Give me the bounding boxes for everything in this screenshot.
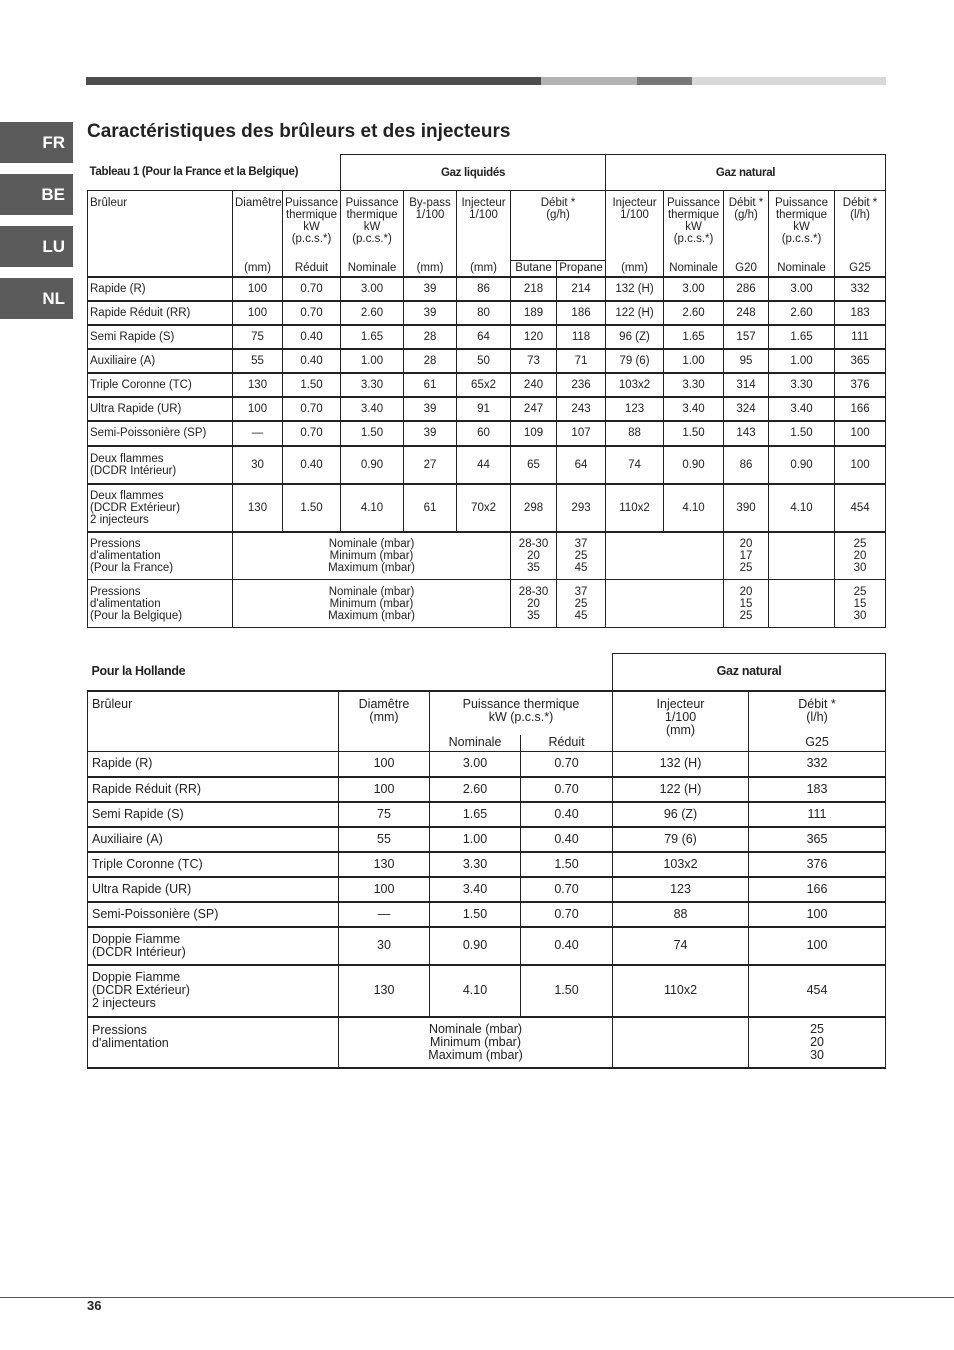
unit-g25: G25 [835, 261, 886, 277]
table1-cell: 2.60 [341, 301, 404, 325]
language-tabs [0, 122, 73, 330]
hdr-bypass: By-pass 1/100 [404, 191, 457, 261]
t2-hdr-diameter: Diamêtre (mm) [339, 691, 430, 752]
table1-cell: 39 [404, 301, 457, 325]
table1-cell: 0.70 [283, 301, 341, 325]
table1-cell: 314 [724, 373, 769, 397]
table1-cell: 79 (6) [606, 349, 664, 373]
pressure-g20: 20 15 25 [724, 580, 769, 628]
burner-name: Auxiliaire (A) [88, 827, 339, 852]
table1-cell: 111 [835, 325, 886, 349]
table1-cell: 0.90 [664, 446, 724, 484]
table1-cell: 454 [835, 484, 886, 532]
table1-cell: 3.00 [341, 277, 404, 301]
table2-cell: 3.40 [430, 877, 521, 902]
burner-name: Doppie Fiamme (DCDR Extérieur) 2 injecteurs [88, 965, 339, 1017]
burner-name: Ultra Rapide (UR) [88, 877, 339, 902]
unit-diameter: (mm) [233, 261, 283, 277]
table2-cell: 110x2 [613, 965, 749, 1017]
table2-cell: 454 [749, 965, 886, 1017]
table1-cell: 103x2 [606, 373, 664, 397]
table1-cell: 100 [233, 397, 283, 421]
table2-cell: 111 [749, 802, 886, 827]
table1-cell: 332 [835, 277, 886, 301]
table1-cell: 243 [557, 397, 606, 421]
table1-cell: 293 [557, 484, 606, 532]
table1-row [88, 397, 886, 421]
unit-bypass: (mm) [404, 261, 457, 277]
table1-cell: 27 [404, 446, 457, 484]
table1-cell: 1.65 [769, 325, 835, 349]
table1-cell: 73 [511, 349, 557, 373]
burner-name: Rapide (R) [88, 277, 233, 301]
table2-cell: 88 [613, 902, 749, 927]
table-france-belgium [87, 154, 886, 628]
table2-cell: 30 [339, 927, 430, 965]
table2-cell: 130 [339, 852, 430, 877]
footer-rule [0, 1297, 954, 1298]
table2-cell: 376 [749, 852, 886, 877]
table1-cell: 3.40 [341, 397, 404, 421]
table2-cell: 74 [613, 927, 749, 965]
table2-cell: 0.40 [521, 927, 613, 965]
table1-cell: 2.60 [664, 301, 724, 325]
table2-cell: 79 (6) [613, 827, 749, 852]
pressure-label: Pressions d'alimentation (Pour la France) [88, 532, 233, 580]
table1-pressures [88, 532, 886, 628]
table1-cell: 1.00 [341, 349, 404, 373]
table1-cell: — [233, 421, 283, 446]
table1-cell: 0.90 [341, 446, 404, 484]
table1-cell: 0.90 [769, 446, 835, 484]
table2-cell: 0.90 [430, 927, 521, 965]
table2-cell: 1.50 [521, 965, 613, 1017]
table1-cell: 3.00 [769, 277, 835, 301]
t2-pressure-g25: 25 20 30 [749, 1017, 886, 1068]
table1-cell: 214 [557, 277, 606, 301]
burner-name: Rapide (R) [88, 752, 339, 777]
table1-cell: 186 [557, 301, 606, 325]
t2-hdr-injector: Injecteur 1/100 (mm) [613, 691, 749, 752]
table1-cell: 132 (H) [606, 277, 664, 301]
table1-cell: 183 [835, 301, 886, 325]
hdr-power-ng: Puissance thermique kW (p.c.s.*) [664, 191, 724, 261]
group-ng: Gaz natural [606, 155, 886, 191]
unit-butane: Butane [511, 261, 557, 277]
burner-name: Semi-Poissonière (SP) [88, 902, 339, 927]
table2-row [88, 827, 886, 852]
table2-cell: 3.30 [430, 852, 521, 877]
burner-name: Semi-Poissonière (SP) [88, 421, 233, 446]
table2-row [88, 877, 886, 902]
lang-tab-lu[interactable]: LU [0, 226, 73, 267]
burner-name: Deux flammes (DCDR Intérieur) [88, 446, 233, 484]
burner-name: Auxiliaire (A) [88, 349, 233, 373]
table1-row [88, 349, 886, 373]
table1-cell: 70x2 [457, 484, 511, 532]
hdr-injector-ng: Injecteur 1/100 [606, 191, 664, 261]
hdr-flow-lpg: Débit * (g/h) [511, 191, 606, 261]
table1-row [88, 421, 886, 446]
table2-body [88, 752, 886, 1017]
unit-injector-ng: (mm) [606, 261, 664, 277]
table1-cell: 3.40 [769, 397, 835, 421]
table1-cell: 100 [233, 277, 283, 301]
table2-cell: 100 [749, 902, 886, 927]
table1-row [88, 325, 886, 349]
table1-cell: 3.30 [341, 373, 404, 397]
table2-cell: 166 [749, 877, 886, 902]
hdr-flow-g20: Débit * (g/h) [724, 191, 769, 261]
table2-cell: — [339, 902, 430, 927]
table2-cell: 3.00 [430, 752, 521, 777]
table1-cell: 218 [511, 277, 557, 301]
table1-cell: 65 [511, 446, 557, 484]
table1-cell: 39 [404, 397, 457, 421]
table1-cell: 75 [233, 325, 283, 349]
table1-cell: 65x2 [457, 373, 511, 397]
pressure-desc: Nominale (mbar) Minimum (mbar) Maximum (mbar) [233, 532, 511, 580]
table1-row [88, 484, 886, 532]
burner-name: Rapide Réduit (RR) [88, 777, 339, 802]
table1-row [88, 301, 886, 325]
burner-name: Triple Coronne (TC) [88, 852, 339, 877]
table1-cell: 1.50 [283, 373, 341, 397]
table2-cell: 4.10 [430, 965, 521, 1017]
table1-cell: 365 [835, 349, 886, 373]
table1-cell: 107 [557, 421, 606, 446]
hdr-power-reduced: Puissance thermique kW (p.c.s.*) [283, 191, 341, 261]
table1-cell: 1.50 [341, 421, 404, 446]
table1-cell: 0.40 [283, 325, 341, 349]
table2-cell: 103x2 [613, 852, 749, 877]
table2-row [88, 802, 886, 827]
table2-cell: 0.40 [521, 827, 613, 852]
pressure-empty [606, 532, 724, 580]
table2-cell: 122 (H) [613, 777, 749, 802]
table2-cell: 0.70 [521, 877, 613, 902]
table1-cell: 88 [606, 421, 664, 446]
table1-row [88, 446, 886, 484]
table1-cell: 118 [557, 325, 606, 349]
table2-row [88, 927, 886, 965]
table1-cell: 61 [404, 373, 457, 397]
table1-cell: 3.30 [664, 373, 724, 397]
unit-nominal: Nominale [341, 261, 404, 277]
table1-cell: 4.10 [769, 484, 835, 532]
table1-cell: 236 [557, 373, 606, 397]
table1-cell: 123 [606, 397, 664, 421]
table2-cell: 1.50 [430, 902, 521, 927]
table1-cell: 248 [724, 301, 769, 325]
table1-cell: 376 [835, 373, 886, 397]
table1-cell: 0.40 [283, 349, 341, 373]
table1-cell: 100 [835, 446, 886, 484]
table2-cell: 130 [339, 965, 430, 1017]
table1-cell: 390 [724, 484, 769, 532]
table1-cell: 120 [511, 325, 557, 349]
table2-cell: 1.00 [430, 827, 521, 852]
table1-cell: 74 [606, 446, 664, 484]
table1-cell: 1.50 [664, 421, 724, 446]
table2-caption: Pour la Hollande [88, 654, 613, 691]
table1-cell: 298 [511, 484, 557, 532]
table1-cell: 240 [511, 373, 557, 397]
t2-pressure-row [88, 1017, 886, 1068]
table1-cell: 50 [457, 349, 511, 373]
table1-cell: 122 (H) [606, 301, 664, 325]
table1-cell: 1.65 [341, 325, 404, 349]
burner-name: Rapide Réduit (RR) [88, 301, 233, 325]
table2-cell: 100 [339, 752, 430, 777]
hdr-power-nominal-lpg: Puissance thermique kW (p.c.s.*) [341, 191, 404, 261]
table1-cell: 55 [233, 349, 283, 373]
table1-cell: 61 [404, 484, 457, 532]
table1-cell: 100 [233, 301, 283, 325]
table1-cell: 71 [557, 349, 606, 373]
pressure-propane: 37 25 45 [557, 532, 606, 580]
table1-cell: 86 [724, 446, 769, 484]
table2-row [88, 777, 886, 802]
top-decorative-bar [86, 77, 886, 85]
lang-tab-be[interactable]: BE [0, 174, 73, 215]
hdr-burner: Brûleur [88, 191, 233, 261]
table1-cell: 130 [233, 373, 283, 397]
table1-cell: 3.40 [664, 397, 724, 421]
table1-cell: 0.70 [283, 421, 341, 446]
table1-cell: 189 [511, 301, 557, 325]
unit-nominal-ng: Nominale [664, 261, 724, 277]
table1-cell: 30 [233, 446, 283, 484]
table1-row [88, 277, 886, 301]
table2-cell: 332 [749, 752, 886, 777]
group-lpg: Gaz liquidés [341, 155, 606, 191]
unit-nominal-ng2: Nominale [769, 261, 835, 277]
hdr-injector-lpg: Injecteur 1/100 [457, 191, 511, 261]
table1-cell: 28 [404, 349, 457, 373]
burner-name: Ultra Rapide (UR) [88, 397, 233, 421]
table1-pressure-row [88, 532, 886, 580]
table1-cell: 0.70 [283, 397, 341, 421]
pressure-g20: 20 17 25 [724, 532, 769, 580]
unit-g20: G20 [724, 261, 769, 277]
pressure-g25: 25 20 30 [835, 532, 886, 580]
pressure-butane: 28-30 20 35 [511, 580, 557, 628]
table1-cell: 1.00 [664, 349, 724, 373]
table1-cell: 86 [457, 277, 511, 301]
table2-cell: 2.60 [430, 777, 521, 802]
page-title: Caractéristiques des brûleurs et des injecteurs [87, 121, 511, 142]
pressure-empty [769, 580, 835, 628]
table1-cell: 80 [457, 301, 511, 325]
table1-cell: 130 [233, 484, 283, 532]
t2-hdr-g25: G25 [749, 735, 886, 752]
table2-cell: 100 [339, 877, 430, 902]
table1-cell: 60 [457, 421, 511, 446]
table1-row [88, 373, 886, 397]
table1-cell: 0.70 [283, 277, 341, 301]
table2-cell: 183 [749, 777, 886, 802]
table1-cell: 4.10 [664, 484, 724, 532]
table2-cell: 100 [749, 927, 886, 965]
table1-cell: 157 [724, 325, 769, 349]
table1-cell: 2.60 [769, 301, 835, 325]
pressure-butane: 28-30 20 35 [511, 532, 557, 580]
pressure-label: Pressions d'alimentation (Pour la Belgique) [88, 580, 233, 628]
table1-cell: 91 [457, 397, 511, 421]
hdr-diameter: Diamêtre [233, 191, 283, 261]
t2-hdr-power: Puissance thermique kW (p.c.s.*) [430, 691, 613, 735]
t2-hdr-flow: Débit * (l/h) [749, 691, 886, 735]
table2-group-ng: Gaz natural [613, 654, 886, 691]
table1-cell: 166 [835, 397, 886, 421]
unit-injector-lpg: (mm) [457, 261, 511, 277]
table1-cell: 44 [457, 446, 511, 484]
table1-cell: 3.30 [769, 373, 835, 397]
table1-cell: 96 (Z) [606, 325, 664, 349]
table2-cell: 365 [749, 827, 886, 852]
burner-name: Deux flammes (DCDR Extérieur) 2 injecteurs [88, 484, 233, 532]
t2-hdr-nominal: Nominale [430, 735, 521, 752]
t2-pressure-desc: Nominale (mbar) Minimum (mbar) Maximum (mbar) [339, 1017, 613, 1068]
table2-cell: 132 (H) [613, 752, 749, 777]
burner-name: Semi Rapide (S) [88, 802, 339, 827]
burner-name: Semi Rapide (S) [88, 325, 233, 349]
table2-cell: 0.70 [521, 752, 613, 777]
table1-cell: 286 [724, 277, 769, 301]
table1-cell: 1.65 [664, 325, 724, 349]
table1-cell: 100 [835, 421, 886, 446]
table1-cell: 64 [457, 325, 511, 349]
page-number: 36 [87, 1298, 102, 1313]
table1-cell: 109 [511, 421, 557, 446]
burner-name: Triple Coronne (TC) [88, 373, 233, 397]
unit-reduced: Réduit [283, 261, 341, 277]
t2-hdr-burner: Brûleur [88, 691, 339, 752]
lang-tab-fr[interactable]: FR [0, 122, 73, 163]
burner-name: Doppie Fiamme (DCDR Intérieur) [88, 927, 339, 965]
table1-cell: 39 [404, 277, 457, 301]
table2-cell: 0.70 [521, 777, 613, 802]
table2-row [88, 965, 886, 1017]
unit-propane: Propane [557, 261, 606, 277]
table2-cell: 100 [339, 777, 430, 802]
table1-cell: 247 [511, 397, 557, 421]
pressure-g25: 25 15 30 [835, 580, 886, 628]
pressure-desc: Nominale (mbar) Minimum (mbar) Maximum (mbar) [233, 580, 511, 628]
pressure-empty [606, 580, 724, 628]
table1-cell: 28 [404, 325, 457, 349]
table1-cell: 1.50 [283, 484, 341, 532]
table-holland [87, 653, 886, 1069]
table1-cell: 0.40 [283, 446, 341, 484]
table2-cell: 75 [339, 802, 430, 827]
table1-cell: 324 [724, 397, 769, 421]
table1-pressure-row [88, 580, 886, 628]
table1-cell: 64 [557, 446, 606, 484]
table2-cell: 96 (Z) [613, 802, 749, 827]
t2-pressure-label: Pressions d'alimentation [88, 1017, 339, 1068]
table2-cell: 55 [339, 827, 430, 852]
table2-cell: 0.70 [521, 902, 613, 927]
table1-cell: 110x2 [606, 484, 664, 532]
table2-cell: 123 [613, 877, 749, 902]
table1-cell: 1.50 [769, 421, 835, 446]
table2-cell: 1.50 [521, 852, 613, 877]
table1-cell: 4.10 [341, 484, 404, 532]
table2-cell: 1.65 [430, 802, 521, 827]
hdr-flow-g25: Débit * (l/h) [835, 191, 886, 261]
table1-cell: 39 [404, 421, 457, 446]
table1-cell: 1.00 [769, 349, 835, 373]
table1-body [88, 277, 886, 532]
table1-cell: 95 [724, 349, 769, 373]
table2-row [88, 902, 886, 927]
pressure-empty [769, 532, 835, 580]
pressure-propane: 37 25 45 [557, 580, 606, 628]
table2-row [88, 852, 886, 877]
table1-cell: 143 [724, 421, 769, 446]
table2-row [88, 752, 886, 777]
lang-tab-nl[interactable]: NL [0, 278, 73, 319]
t2-hdr-reduced: Réduit [521, 735, 613, 752]
table1-caption: Tableau 1 (Pour la France et la Belgique) [88, 155, 341, 191]
table2-cell: 0.40 [521, 802, 613, 827]
table1-cell: 3.00 [664, 277, 724, 301]
hdr-power-ng2: Puissance thermique kW (p.c.s.*) [769, 191, 835, 261]
